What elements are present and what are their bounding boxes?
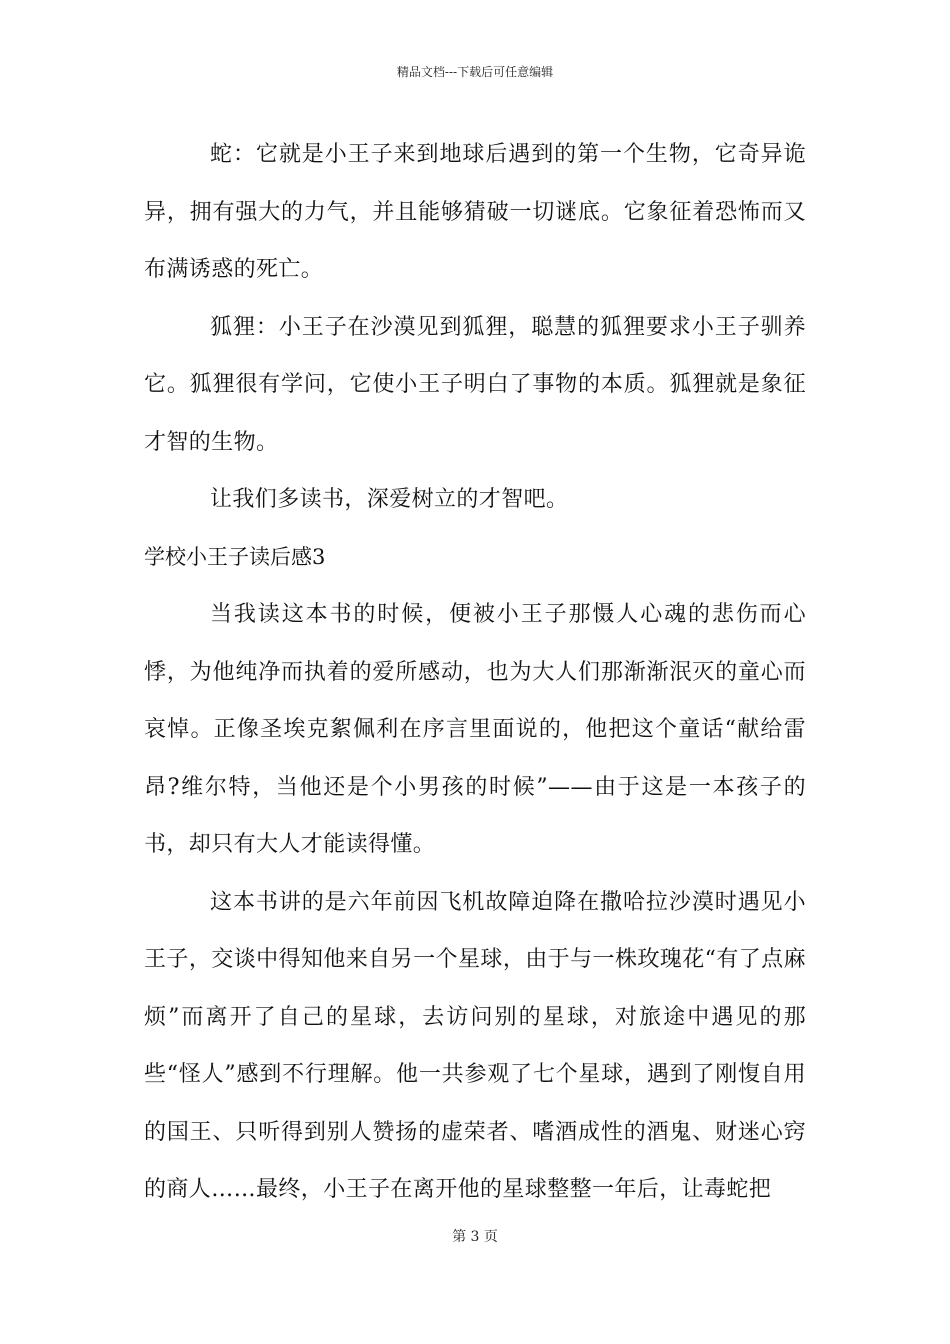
paragraph-snake: 蛇：它就是小王子来到地球后遇到的第一个生物，它奇异诡异，拥有强大的力气，并且能够猜破一切谜底。它象征着恐怖而又布满诱惑的死亡。: [144, 142, 806, 282]
paragraph-conclusion: 让我们多读书，深爱树立的才智吧。: [210, 487, 569, 512]
section-heading: 学校小王子读后感3: [144, 544, 326, 569]
page-number: 第 3 页: [452, 1229, 498, 1245]
page-header: 精品文档---下载后可任意编辑: [396, 65, 554, 79]
paragraph-story-summary: 这本书讲的是六年前因飞机故障迫降在撒哈拉沙漠时遇见小王子，交谈中得知他来自另一个星球，由于与一株玫瑰花“有了点麻烦”而离开了自己的星球，去访问别的星球，对旅途中遇见的那些“怪人”感到不行理解。他一共参观了七个星球，遇到了刚愎自用的国王、只听得到别人赞扬的虚荣者、嗜酒成性的酒鬼、财迷心窍的商人……最终，小王子在离开他的星球整整一年后，让毒蛇把: [144, 889, 806, 1202]
paragraph-reading-feeling: 当我读这本书的时候，便被小王子那慑人心魂的悲伤而心悸，为他纯净而执着的爱所感动，也为大人们那渐渐泯灭的童心而哀悼。正像圣埃克絮佩利在序言里面说的，他把这个童话“献给雷昂?维尔特，当他还是个小男孩的时候”——由于这是一本孩子的书，却只有大人才能读得懂。: [144, 602, 806, 857]
document-body: [144, 126, 806, 1219]
paragraph-fox: 狐狸：小王子在沙漠见到狐狸，聪慧的狐狸要求小王子驯养它。狐狸很有学问，它使小王子明白了事物的本质。狐狸就是象征才智的生物。: [144, 314, 806, 455]
